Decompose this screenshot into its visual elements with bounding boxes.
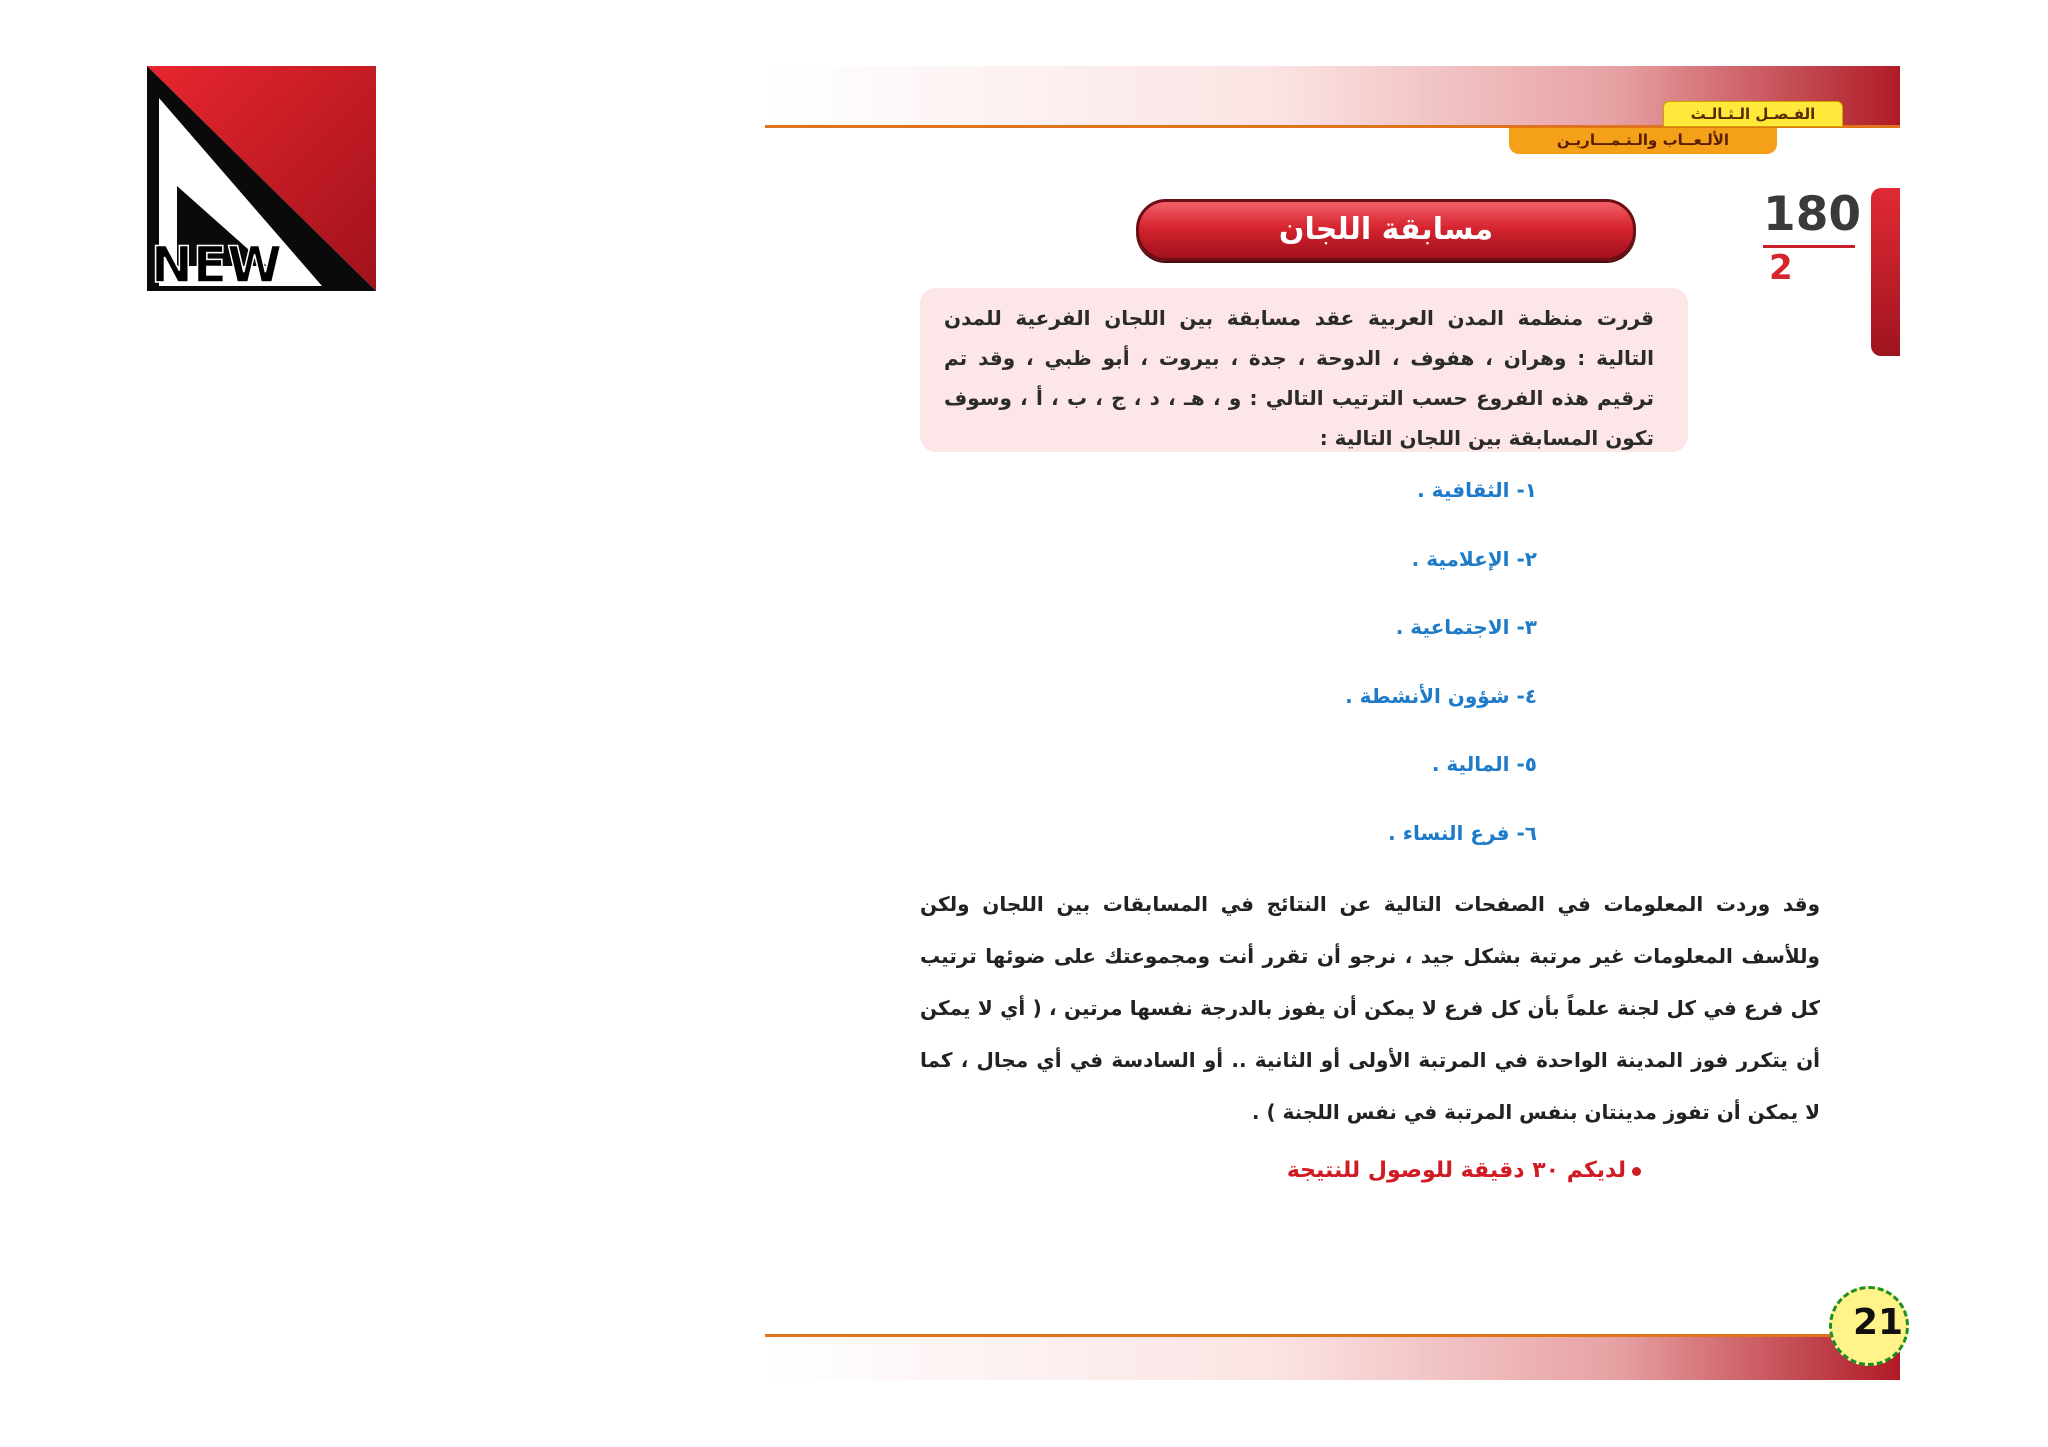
- puzzle-sub-number: 2: [1769, 248, 1793, 288]
- page-number: 21: [1853, 1302, 1904, 1343]
- new-logo: [147, 66, 376, 291]
- committee-list: [1163, 472, 1537, 883]
- list-item: ١- الثقافية .: [1417, 478, 1537, 502]
- list-item: ٤- شؤون الأنشطة .: [1345, 683, 1537, 708]
- time-note: [1173, 1158, 1641, 1183]
- chapter-tab: الفـصـل الـثـالـث: [1663, 101, 1843, 127]
- body-paragraph: وقد وردت المعلومات في الصفحات التالية عن النتائج في المسابقات بين اللجان ولكن وللأسف المعلومات غير مرتبة بشكل جيد ، نرجو أن تقرر أنت ومجموعتك على ضوئها ترتيب كل فرع في كل لجنة علماً بأن كل فرع لا يمكن أن يفوز بالدرجة نفسها مرتين ، ( أي لا يمكن أن يتكرر فوز المدينة الواحدة في المرتبة الأولى أو الثانية .. أو السادسة في أي مجال ، كما لا يمكن أن تفوز مدينتان بنفس المرتبة في نفس اللجنة ) .: [920, 892, 1820, 1124]
- page-title: مسابقة اللجان: [1136, 199, 1636, 261]
- bullet-icon: [1632, 1167, 1641, 1176]
- time-note-text: لديكم ٣٠ دقيقة للوصول للنتيجة: [1286, 1158, 1626, 1183]
- puzzle-number-box: [1763, 187, 1863, 288]
- book-page: [763, 66, 1904, 1380]
- list-item: ٥- المالية .: [1431, 752, 1537, 776]
- list-item: ٣- الاجتماعية .: [1395, 615, 1537, 639]
- list-item: ٢- الإعلامية .: [1411, 546, 1537, 571]
- logo-text: NEW: [151, 236, 283, 291]
- footer-band: [765, 1337, 1900, 1380]
- intro-box: قررت منظمة المدن العربية عقد مسابقة بين اللجان الفرعية للمدن التالية : وهران ، هفوف ، الدوحة ، جدة ، بيروت ، أبو ظبي ، وقد تم ترقيم هذه الفروع حسب الترتيب التالي : و ، هـ ، د ، ج ، ب ، أ ، وسوف تكون المسابقة بين اللجان التالية :: [920, 288, 1688, 452]
- side-red-tab: [1871, 188, 1900, 356]
- list-item: ٦- فرع النساء .: [1388, 820, 1537, 845]
- subchapter-tab: الألـعــاب والـتـمـــاريـن: [1509, 128, 1777, 154]
- puzzle-number: 180: [1763, 187, 1862, 242]
